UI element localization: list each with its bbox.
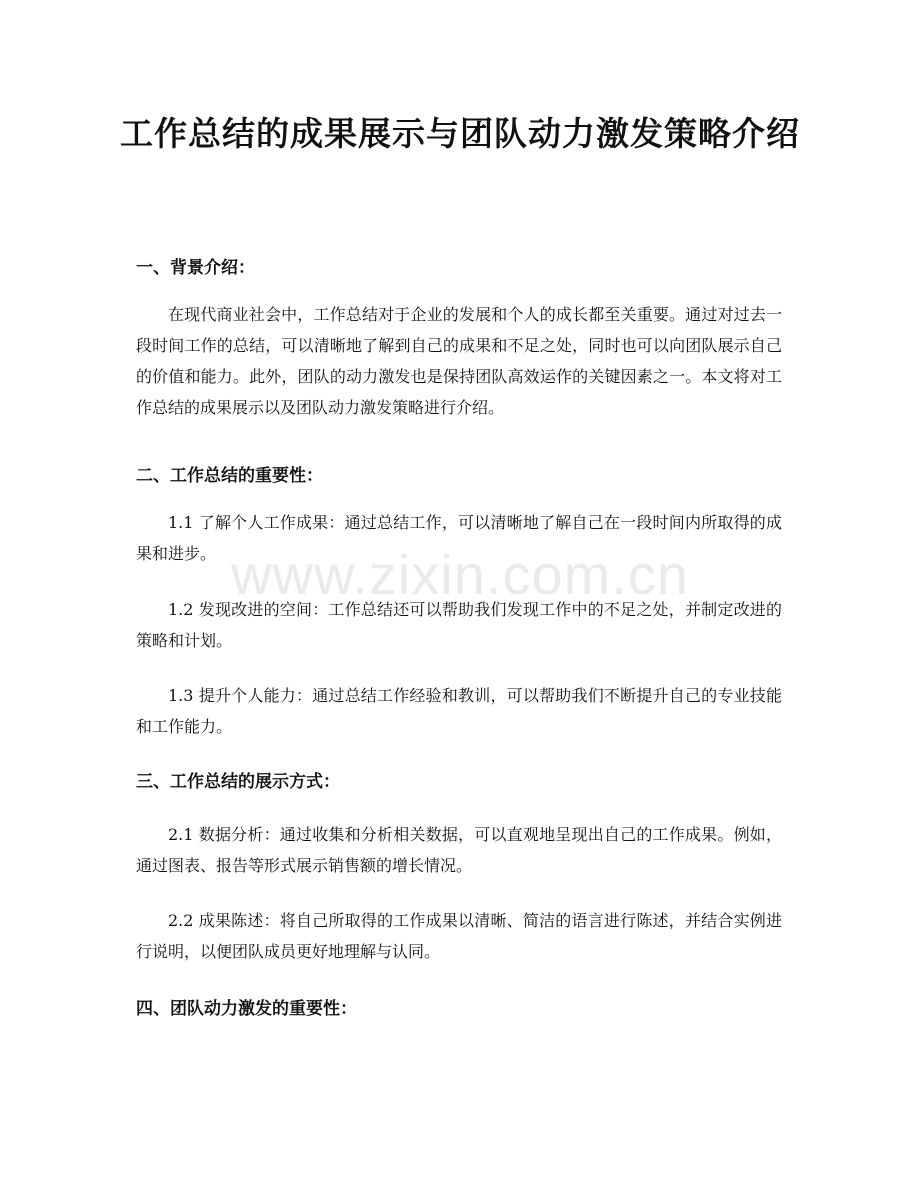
paragraph-1-1: 1.1 了解个人工作成果：通过总结工作，可以清晰地了解自己在一段时间内所取得的成果和进步。: [136, 513, 782, 563]
paragraph-2-1: 2.1 数据分析：通过收集和分析相关数据，可以直观地呈现出自己的工作成果。例如，通过图表、报告等形式展示销售额的增长情况。: [136, 825, 782, 875]
paragraph-1-2: 1.2 发现改进的空间：工作总结还可以帮助我们发现工作中的不足之处，并制定改进的策略和计划。: [136, 600, 782, 650]
section-heading-team-motivation: 四、团队动力激发的重要性：: [136, 999, 357, 1019]
section-heading-display-methods: 三、工作总结的展示方式：: [136, 772, 340, 792]
watermark-text: www.zixin.com.cn: [231, 543, 689, 606]
paragraph-2-2: 2.2 成果陈述：将自己所取得的工作成果以清晰、简洁的语言进行陈述，并结合实例进行说明，以便团队成员更好地理解与认同。: [136, 911, 782, 961]
document-title: 工作总结的成果展示与团队动力激发策略介绍: [120, 114, 800, 153]
section-heading-importance: 二、工作总结的重要性：: [136, 466, 323, 486]
section-heading-background: 一、背景介绍：: [136, 258, 255, 278]
paragraph-1-3: 1.3 提升个人能力：通过总结工作经验和教训，可以帮助我们不断提升自己的专业技能和工作能力。: [136, 686, 782, 736]
paragraph-background: 在现代商业社会中，工作总结对于企业的发展和个人的成长都至关重要。通过对过去一段时间工作的总结，可以清晰地了解到自己的成果和不足之处，同时也可以向团队展示自己的价值和能力。此外，团队的动力激发也是保持团队高效运作的关键因素之一。本文将对工作总结的成果展示以及团队动力激发策略进行介绍。: [136, 305, 782, 417]
